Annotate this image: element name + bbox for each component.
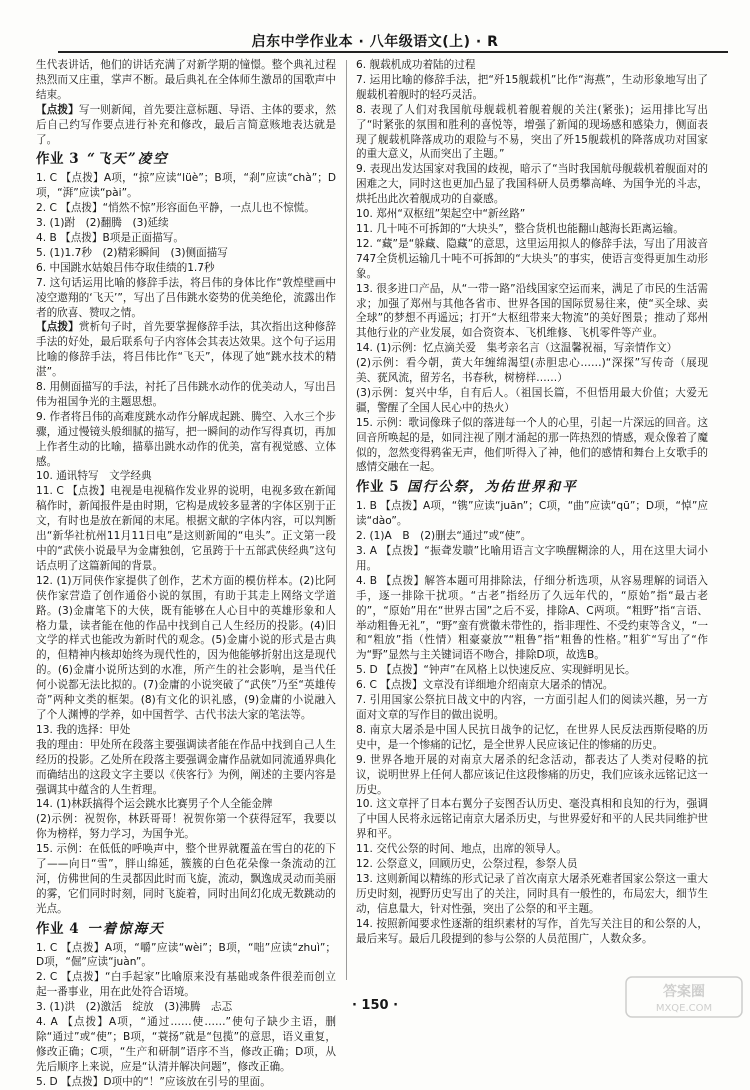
answer-text: 3. (1)跗 (2)翻腾 (3)延续 [36,217,169,230]
answer-paragraph [36,970,336,1000]
answer-paragraph [356,753,708,798]
answer-text: 2. C 【点拨】“白手起家”比喻原来没有基础或条件很差而创立起一番事业，用在此处符合语境。 [36,971,336,999]
answer-text: 10. 这文章抨了日本右翼分子妄图否认历史、毫没真相和良知的行为，强调了中国人民将永远铭记南京大屠杀历史，与世界爱好和平的人民共同维护世界和平。 [356,798,708,841]
answer-text: 4. B 【点拨】B项是正面描写。 [36,231,184,244]
answer-paragraph [356,857,708,872]
answer-paragraph [356,103,708,163]
answer-paragraph [356,73,708,103]
answer-text: 14. (1)示例：忆点滴关爱 集考亲名言（这温馨祝福，写亲情作文） [356,342,678,355]
section-title: 一着惊海天 [87,920,165,937]
answer-paragraph [356,237,708,282]
tip-label: 【点拨】 [36,103,79,116]
answer-text: 11. C 【点拨】电视是电视稿作发业界的说明，电视多致在新闻稿作时，新闻报件是由时期，它构是成较多显著的字体区别于正文，有时也是放在新闻的末尾。根据文献的字体内容，可以判断出“新华社杭州11月11日电”是这则新闻的“电头”。正文第一段中的“武侠小说最早为金庸独创，它虽跨于十五部武侠经典”这句话点明了这篇新闻的背景。 [36,485,336,572]
left-column [36,58,336,1088]
answer-paragraph [356,663,708,678]
answer-text: 8. 表现了人们对我国航母舰载机着舰着舰的关注(紧张)；运用排比写出了“时紧张的氛围和胜利的喜悦等，增强了新闻的现场感和感染力，侧面表现了舰载机降落成功的艰险与不易，突出了歼15舰载机的降落成功对国家的重大意义，从而突出了主题。” [356,103,708,161]
section-number: 作业 5 [356,479,400,496]
answer-text: 4. A 【点拨】A项，“通过……使……”使句子缺少主语，删除“通过”或“使”；B项，“蓑扬”就是“包揽”的意思，语义重复，修改正确；C项，“生产和研制”语序不当，修改正确；D项，从先后顺序上来说，应是“认清并解决问题”，修改正确。 [36,1016,336,1073]
answer-text: (2)示例：祝贺你，林跃哥哥！祝贺你第一个获得冠军，我要以你为榜样，努力学习，为国争光。 [36,813,336,841]
answer-text: 15. 示例：歌词像珠子似的落进每一个人的心里，引起一片深远的回音。这回音所唤起的是，如同注视了刚才涌起的那一阵热烈的情感，观众像着了魔似的，忽然变得鸦雀无声，他们听得入了神，他们的感情和舞台上女歌手的感情交融在一起。 [356,416,708,474]
svg-text:MXQE.COM: MXQE.COM [655,1003,713,1014]
answer-text: 8. 用侧面描写的手法，衬托了吕伟跳水动作的优美动人，写出吕伟为祖国争光的主题思想。 [36,381,336,408]
answer-paragraph [36,1075,336,1090]
answer-paragraph [356,222,708,237]
answer-text: 7. 引用国家公祭抗日战文中的内容，一方面引起人们的阅读兴趣，另一方面对文章的写作目的做出说明。 [356,694,708,721]
answer-paragraph [36,276,336,321]
answer-text: 6. 中国跳水姑娘吕伟夺取佳绩的1.7秒 [36,261,215,274]
section-number: 作业 4 [36,920,80,937]
answer-paragraph [356,693,708,723]
answer-paragraph [36,103,336,148]
answer-paragraph [36,797,336,812]
column-divider [346,60,347,980]
section-number: 作业 3 [36,151,80,168]
answer-text: 11. 几十吨不可拆卸的“大块头”，整合货机也能翻山越海长距离运输。 [356,222,684,235]
page-header [0,0,750,54]
answer-paragraph [36,812,336,842]
page-number: · 150 · [351,998,399,1013]
watermark-logo [624,975,744,1019]
answer-text: 9. 世界各地开展的对南京大屠杀的纪念活动，都表达了人类对侵略的抗议，说明世界上任何人都应该记住这段惨痛的历史，我们应该永远铭记这一历史。 [356,753,708,796]
answer-paragraph [356,797,708,842]
answer-paragraph [356,917,708,947]
answer-paragraph [36,58,336,103]
answer-paragraph [36,484,336,573]
answer-paragraph [356,386,708,416]
answer-text: 6. 舰载机成功着陆的过程 [356,59,476,71]
answer-paragraph [356,872,708,917]
answer-paragraph [356,162,708,207]
section-heading [356,480,708,495]
answer-text: 12. (1)万同侠作家提供了创作，艺术方面的模仿样本。(2)比阿侠作家营造了创作通俗小说的氛围，有助于其走上网络文学道路。(3)金庸笔下的大侠，既有能够在人心目中的英雄形象和人格力量，读者能在他的作品中找到自己人生经历的投影。(4)旧文学的样式也能改为新时代的观念。(5)金庸小说的形式是古典的，但精神内核却始终为现代性的，因为他能够折射出这是现代的。(6)金庸小说所达到的水准，所产生的社会影响，是当代任何小说都无法比拟的。(7)金庸的小说突破了“武侠”乃至“英雄传奇”两种文类的框架。(8)有文化的识礼感，(9)金庸的小说融入了个人渊博的学养，如中国哲学、古代书法大家的笔法等。 [36,574,336,721]
answer-paragraph [356,341,708,356]
answer-text: 8. 南京大屠杀是中国人民抗日战争的记忆，在世界人民反法西斯侵略的历史中，是一个惨痛的记忆，是全世界人民应该记住的惨痛的历史。 [356,723,708,751]
answer-paragraph [36,1015,336,1075]
answer-text: 生代表讲话，他们的讲话充满了对新学期的憧憬。整个典礼过程热烈而又庄重，掌声不断。最后典礼在全体师生激昂的国歌声中结束。 [36,59,336,101]
answer-paragraph [36,320,336,380]
section-title: “飞天”凌空 [87,151,169,168]
answer-text: 6. C 【点拨】文章没有详细地介绍南京大屠杀的情况。 [356,679,614,692]
answer-paragraph [36,723,336,738]
answer-text: 2. C 【点拨】“悄然不惊”形容面色平静，一点儿也不惊慌。 [36,202,315,215]
answer-paragraph [356,282,708,342]
answer-paragraph [356,678,708,693]
answer-paragraph [356,529,708,544]
answer-text: 我的理由：甲处所在段落主要强调读者能在作品中找到自己人生经历的投影。乙处所在段落主要强调金庸作品就如同流通界典化而确结出的这段文字主要以《侠客行》为例，阐述的主要内容是强调其中蕴含的人生哲理。 [36,738,336,796]
answer-paragraph [36,380,336,410]
answer-text: 4. B 【点拨】解答本题可用排除法，仔细分析选项，从容易理解的词语入手，逐一排除干扰项。“古老”指经历了久远年代的，“原始”指“最古老的”，“原始”用在“世界古国”之后不妥，排除A、C两项。“粗野”指“言语、举动粗鲁无礼”，“野”蛮有赏徽未带性的，指非理性、不受约束等含义，“一和“粗放”指（性情）粗豪豪放”“粗鲁”指“粗鲁的性格。”粗犷“写出了“作为“野”显然与主关键词语不吻合，排除D项，故选B。 [356,574,708,662]
answer-text: 13. 很多进口产品，从“一带一路”沿线国家空运而来，满足了市民的生活需求；加强了郑州与其他各省市、世界各国的国际贸易往来，使“买全球、卖全球”的梦想不再遥远；打开“大枢纽带来大物流”的美好图景；推动了郑州其他行业的产业发展，如合资资本、飞机维修、飞机零件等产业。 [356,282,708,340]
answer-text: 7. 运用比喻的修辞手法，把“歼15舰载机”比作“海燕”，生动形象地写出了舰载机着舰时的轻巧灵活。 [356,73,708,101]
answer-paragraph [356,416,708,476]
answer-paragraph [36,469,336,484]
answer-text: 12. “藏”是“躲藏、隐藏”的意思，这里运用拟人的修辞手法，写出了用波音747全货机运输几十吨不可拆卸的“大块头”的事实，使语言变得更加生动形象。 [356,237,708,280]
answer-text: 10. 郑州“双枢纽”架起空中“新丝路” [356,208,526,221]
section-heading [36,152,336,167]
answer-text: 13. 这则新闻以精练的形式记录了首次南京大屠杀死难者国家公祭这一重大历史时刻，视野历史写出了的关注，同时具有一般性的，布局宏大，细节生动，信息量大，针对性强，突出了公祭的和平主题。 [356,872,708,915]
right-column [356,58,708,986]
answer-paragraph [36,842,336,917]
answer-text: 15. 示例：在低低的呼唤声中，整个世界就覆盖在雪白的花的下了——向日“雪”，胖山绵延，簇簇的白色花朵像一条流动的江河，仿佛世间的生灵都因此时而飞旋，流动，飘逸成灵动而美丽的雾，它们同时时刻，同时飞旋着，同时出间幻化成无数跳动的光点。 [36,843,336,915]
answer-paragraph [356,842,708,857]
answer-text: 1. C 【点拨】A项，“掠”应读“lüè”；B项，“刹”应读“chà”；D项，“湃”应读“pài”。 [36,172,336,200]
answer-paragraph [356,723,708,753]
answer-text: 14. (1)林跃搞得个运会跳水比赛男子个人全能金牌 [36,798,273,811]
answer-paragraph [36,574,336,723]
answer-paragraph [356,574,708,663]
answer-paragraph [36,941,336,971]
answer-paragraph [356,544,708,574]
answer-text: 赏析句子时，首先要掌握修辞手法，其次指出这种修辞手法的好处，最后联系句子内容体会其表达效果。这个句子运用比喻的修辞手法，将吕伟比作“飞天”，体现了她“跳水技术的精湛”。 [36,321,336,379]
answer-paragraph [356,207,708,222]
answer-paragraph [36,171,336,201]
answer-text: 1. B 【点拨】A项，“镌”应读“juān”；C项，“曲”应读“qū”；D项，“悼”应读“dào”。 [356,500,708,528]
answer-text: (2)示例：看今朝，黄大年缠绵渴望(赤胆忠心……)“深探”写传奇（展现美、莸风流，留芳名，书春秋，树榜样……） [356,357,708,385]
answer-text: 2. (1)A B (2)删去“通过”或“使”。 [356,530,532,543]
answer-text: (3)示例：复兴中华，自有后人。（祖国长篇，不但悟用最大价值；大爱无疆，警醒了全国人民心中的热火） [356,386,708,414]
answer-text: 3. (1)洪 (2)激活 绽放 (3)沸腾 忐忑 [36,1001,233,1014]
answer-paragraph [36,231,336,246]
answer-text: 写一则新闻，首先要注意标题、导语、主体的要求，然后自己约写作要点进行补充和修改，最后言简意赅地表达就是了。 [36,103,336,146]
section-title: 国行公祭，为佑世界和平 [407,479,578,496]
answer-text: 7. 这句话运用比喻的修辞手法，将吕伟的身体比作“敦煌壁画中凌空遨翔的‘飞天’”，写出了吕伟跳水姿势的优美绝伦，流露出作者的欣喜、赞叹之情。 [36,276,336,319]
answer-paragraph [36,261,336,276]
answer-text: 5. D 【点拨】D项中的“！”应该放在引号的里面。 [36,1075,271,1088]
answer-text: 1. C 【点拨】A项，“嚼”应读“wèi”；B项，“咄”应读“zhuì”；D项，“倔”应读“juàn”。 [36,941,336,969]
answer-text: 12. 公祭意义，回顾历史，公祭过程，参祭人员 [356,858,578,871]
answer-paragraph [356,58,708,73]
answer-text: 5. (1)1.7秒 (2)精彩瞬间 (3)侧面描写 [36,246,228,259]
answer-paragraph [36,201,336,216]
answer-text: 11. 交代公祭的时间、地点，出席的领导人。 [356,843,567,856]
answer-text: 13. 我的选择：甲处 [36,723,131,736]
answer-text: 9. 表现出发达国家对我国的歧视，暗示了“当时我国航母舰载机着舰面对的困难之大，同时这也更加凸显了我国科研人员勇攀高峰、为国争光的斗志，烘托出此次着舰成功的自豪感。 [356,163,708,206]
page-header-title: 启东中学作业本 · 八年级语文(上) · R [251,34,499,50]
answer-text: 14. 按照新闻要求性逐渐的组织素材的写作，首先写关注目的和公祭的人，最后来写。最后几段提到的参与公祭的人员范围广，人数众多。 [356,917,708,945]
answer-paragraph [36,738,336,798]
tip-label: 【点拨】 [36,321,79,334]
answer-paragraph [36,410,336,470]
svg-text:答案圈: 答案圈 [663,984,705,1000]
answer-paragraph [36,216,336,231]
answer-text: 10. 通讯特写 文学经典 [36,470,152,483]
answer-paragraph [356,356,708,386]
section-heading [36,922,336,937]
answer-text: 3. A 【点拨】“振聋发聩”比喻用语言文字唤醒糊涂的人，用在这里大词小用。 [356,545,708,572]
answer-text: 9. 作者将吕伟的高难度跳水动作分解成起跳、腾空、入水三个步骤，通过慢镜头般细腻的描写，把一瞬间的动作写得真切，再加上作者生动的比喻，描摹出跳水动作的优美，富有视觉感、立体感。 [36,410,336,468]
answer-paragraph [356,499,708,529]
header-rule [58,51,728,53]
answer-text: 5. D 【点拨】“钟声”在风格上以快速反应、实现鲜明见长。 [356,664,636,677]
answer-paragraph [36,246,336,261]
